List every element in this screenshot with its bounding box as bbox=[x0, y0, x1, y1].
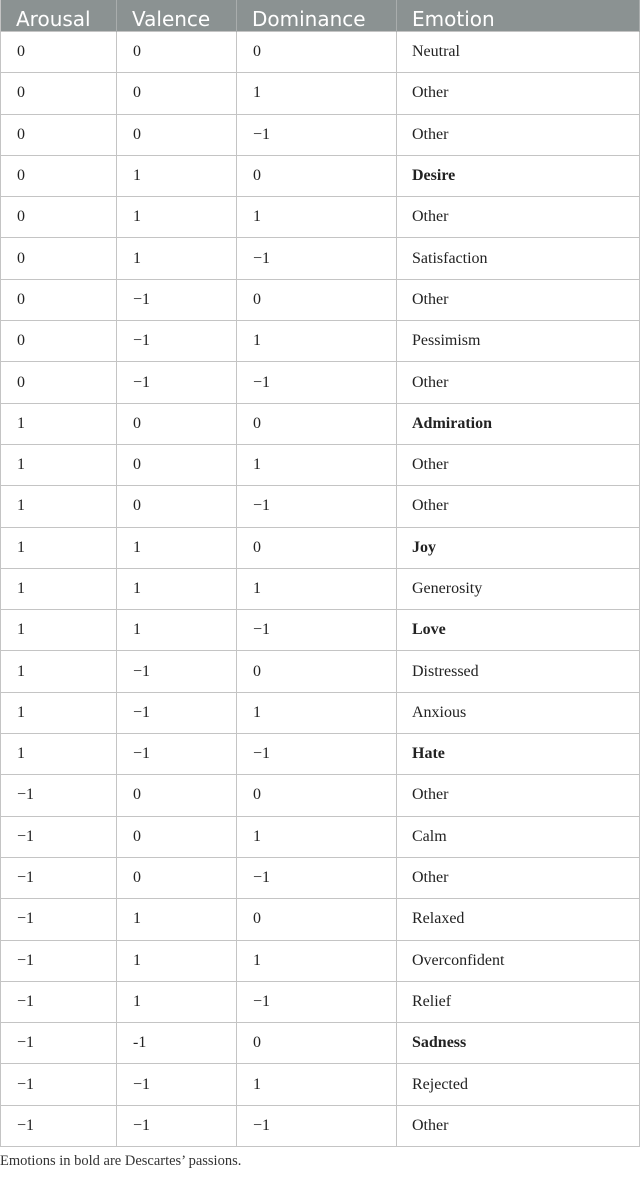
valence-cell: −1 bbox=[117, 1105, 237, 1146]
dominance-cell: 1 bbox=[237, 444, 397, 485]
dominance-cell: −1 bbox=[237, 238, 397, 279]
valence-cell: -1 bbox=[117, 1023, 237, 1064]
emotion-cell: Joy bbox=[397, 527, 640, 568]
header-valence: Valence bbox=[117, 0, 237, 32]
dominance-cell: 1 bbox=[237, 816, 397, 857]
emotion-cell: Desire bbox=[397, 155, 640, 196]
arousal-cell: 0 bbox=[1, 197, 117, 238]
valence-cell: 0 bbox=[117, 73, 237, 114]
table-row bbox=[1, 403, 640, 444]
valence-cell: −1 bbox=[117, 692, 237, 733]
valence-cell: 0 bbox=[117, 444, 237, 485]
arousal-cell: 1 bbox=[1, 692, 117, 733]
header-arousal: Arousal bbox=[1, 0, 117, 32]
table-row bbox=[1, 321, 640, 362]
valence-cell: −1 bbox=[117, 321, 237, 362]
arousal-cell: 1 bbox=[1, 486, 117, 527]
dominance-cell: −1 bbox=[237, 981, 397, 1022]
valence-cell: 1 bbox=[117, 899, 237, 940]
emotion-cell: Anxious bbox=[397, 692, 640, 733]
table-row bbox=[1, 527, 640, 568]
arousal-cell: 0 bbox=[1, 279, 117, 320]
arousal-cell: −1 bbox=[1, 899, 117, 940]
emotion-cell: Rejected bbox=[397, 1064, 640, 1105]
emotion-cell: Other bbox=[397, 444, 640, 485]
table-row bbox=[1, 114, 640, 155]
emotion-cell: Admiration bbox=[397, 403, 640, 444]
valence-cell: 1 bbox=[117, 155, 237, 196]
emotion-cell: Other bbox=[397, 1105, 640, 1146]
emotion-cell: Other bbox=[397, 197, 640, 238]
table-row bbox=[1, 857, 640, 898]
table-row bbox=[1, 238, 640, 279]
dominance-cell: 0 bbox=[237, 279, 397, 320]
arousal-cell: 0 bbox=[1, 362, 117, 403]
arousal-cell: −1 bbox=[1, 1023, 117, 1064]
dominance-cell: −1 bbox=[237, 734, 397, 775]
valence-cell: −1 bbox=[117, 362, 237, 403]
valence-cell: −1 bbox=[117, 279, 237, 320]
valence-cell: 1 bbox=[117, 197, 237, 238]
emotion-cell: Calm bbox=[397, 816, 640, 857]
emotion-cell: Pessimism bbox=[397, 321, 640, 362]
dominance-cell: −1 bbox=[237, 857, 397, 898]
arousal-cell: −1 bbox=[1, 981, 117, 1022]
dominance-cell: 0 bbox=[237, 155, 397, 196]
dominance-cell: −1 bbox=[237, 486, 397, 527]
table-row bbox=[1, 940, 640, 981]
arousal-cell: −1 bbox=[1, 1105, 117, 1146]
table-row bbox=[1, 279, 640, 320]
arousal-cell: −1 bbox=[1, 816, 117, 857]
dominance-cell: −1 bbox=[237, 1105, 397, 1146]
valence-cell: 1 bbox=[117, 238, 237, 279]
dominance-cell: 1 bbox=[237, 1064, 397, 1105]
header-dominance: Dominance bbox=[237, 0, 397, 32]
arousal-cell: 0 bbox=[1, 321, 117, 362]
table-header-row bbox=[1, 0, 640, 32]
table-row bbox=[1, 486, 640, 527]
arousal-cell: 1 bbox=[1, 444, 117, 485]
emotion-cell: Hate bbox=[397, 734, 640, 775]
dominance-cell: −1 bbox=[237, 362, 397, 403]
table-footnote: Emotions in bold are Descartes’ passions. bbox=[0, 1153, 242, 1169]
valence-cell: 0 bbox=[117, 403, 237, 444]
valence-cell: 1 bbox=[117, 527, 237, 568]
emotion-cell: Sadness bbox=[397, 1023, 640, 1064]
valence-cell: 1 bbox=[117, 940, 237, 981]
arousal-cell: 1 bbox=[1, 403, 117, 444]
valence-cell: −1 bbox=[117, 651, 237, 692]
arousal-cell: 0 bbox=[1, 114, 117, 155]
table-row bbox=[1, 568, 640, 609]
emotion-cell: Other bbox=[397, 73, 640, 114]
arousal-cell: 1 bbox=[1, 651, 117, 692]
dominance-cell: 0 bbox=[237, 527, 397, 568]
dominance-cell: 1 bbox=[237, 940, 397, 981]
arousal-cell: −1 bbox=[1, 1064, 117, 1105]
table-row bbox=[1, 651, 640, 692]
table-row bbox=[1, 1064, 640, 1105]
table-row bbox=[1, 362, 640, 403]
dominance-cell: 0 bbox=[237, 32, 397, 73]
valence-cell: −1 bbox=[117, 1064, 237, 1105]
table-row bbox=[1, 775, 640, 816]
valence-cell: 0 bbox=[117, 32, 237, 73]
arousal-cell: 1 bbox=[1, 568, 117, 609]
table-row bbox=[1, 981, 640, 1022]
valence-cell: 0 bbox=[117, 114, 237, 155]
arousal-cell: −1 bbox=[1, 857, 117, 898]
dominance-cell: −1 bbox=[237, 610, 397, 651]
table-row bbox=[1, 816, 640, 857]
dominance-cell: 1 bbox=[237, 73, 397, 114]
header-emotion: Emotion bbox=[397, 0, 640, 32]
dominance-cell: 1 bbox=[237, 692, 397, 733]
table-row bbox=[1, 32, 640, 73]
table-row bbox=[1, 73, 640, 114]
valence-cell: 0 bbox=[117, 486, 237, 527]
valence-cell: −1 bbox=[117, 734, 237, 775]
emotion-cell: Relief bbox=[397, 981, 640, 1022]
dominance-cell: 0 bbox=[237, 403, 397, 444]
dominance-cell: 0 bbox=[237, 651, 397, 692]
emotion-cell: Other bbox=[397, 486, 640, 527]
valence-cell: 1 bbox=[117, 610, 237, 651]
dominance-cell: 0 bbox=[237, 899, 397, 940]
emotion-cell: Overconfident bbox=[397, 940, 640, 981]
emotion-cell: Other bbox=[397, 775, 640, 816]
arousal-cell: 0 bbox=[1, 155, 117, 196]
arousal-cell: 1 bbox=[1, 610, 117, 651]
emotion-cell: Distressed bbox=[397, 651, 640, 692]
table-body bbox=[1, 32, 640, 1147]
emotion-cell: Other bbox=[397, 279, 640, 320]
dominance-cell: 1 bbox=[237, 568, 397, 609]
arousal-cell: 0 bbox=[1, 73, 117, 114]
table-row bbox=[1, 155, 640, 196]
valence-cell: 0 bbox=[117, 857, 237, 898]
dominance-cell: 1 bbox=[237, 197, 397, 238]
dominance-cell: 0 bbox=[237, 775, 397, 816]
emotion-cell: Love bbox=[397, 610, 640, 651]
emotion-cell: Other bbox=[397, 857, 640, 898]
table-row bbox=[1, 197, 640, 238]
emotion-cell: Other bbox=[397, 362, 640, 403]
table-row bbox=[1, 1023, 640, 1064]
dominance-cell: −1 bbox=[237, 114, 397, 155]
valence-cell: 1 bbox=[117, 568, 237, 609]
table-row bbox=[1, 1105, 640, 1146]
emotion-cell: Neutral bbox=[397, 32, 640, 73]
table-row bbox=[1, 610, 640, 651]
dominance-cell: 0 bbox=[237, 1023, 397, 1064]
emotion-cell: Satisfaction bbox=[397, 238, 640, 279]
table-row bbox=[1, 444, 640, 485]
table-row bbox=[1, 692, 640, 733]
table-row bbox=[1, 899, 640, 940]
dominance-cell: 1 bbox=[237, 321, 397, 362]
table-row bbox=[1, 734, 640, 775]
arousal-cell: −1 bbox=[1, 775, 117, 816]
arousal-cell: 0 bbox=[1, 238, 117, 279]
emotion-cell: Relaxed bbox=[397, 899, 640, 940]
emotion-cell: Other bbox=[397, 114, 640, 155]
valence-cell: 0 bbox=[117, 816, 237, 857]
arousal-cell: 1 bbox=[1, 734, 117, 775]
arousal-cell: −1 bbox=[1, 940, 117, 981]
valence-cell: 0 bbox=[117, 775, 237, 816]
valence-cell: 1 bbox=[117, 981, 237, 1022]
emotion-cell: Generosity bbox=[397, 568, 640, 609]
arousal-cell: 1 bbox=[1, 527, 117, 568]
arousal-cell: 0 bbox=[1, 32, 117, 73]
